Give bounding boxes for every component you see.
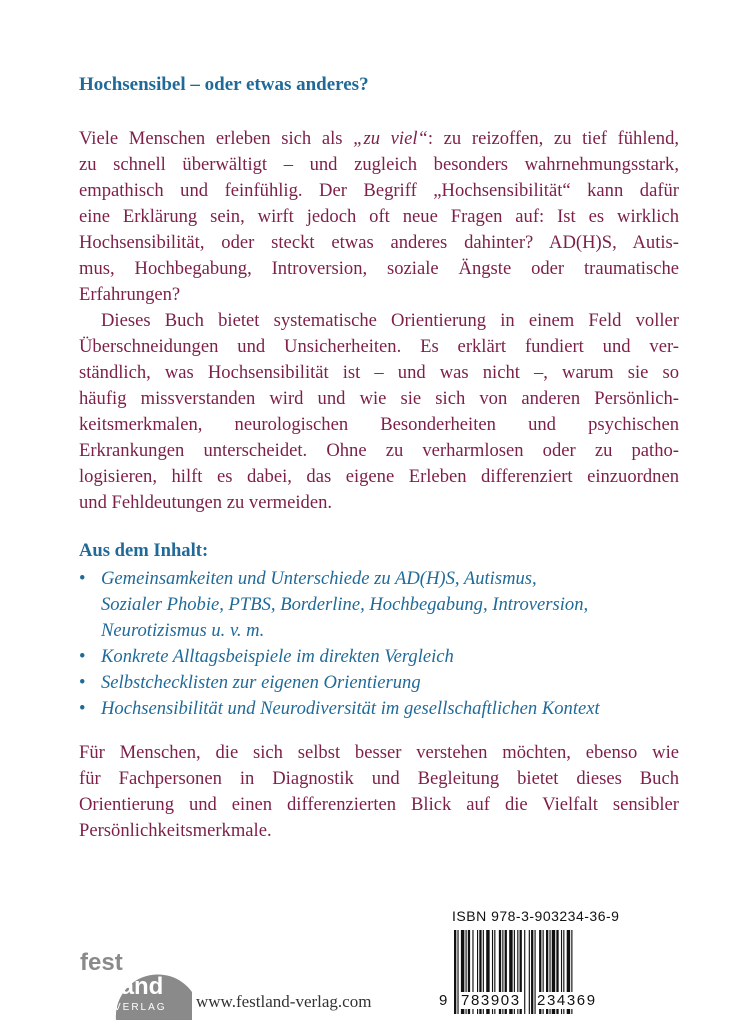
barcode-digit-lead: 9 [439, 992, 449, 1009]
barcode-bar [457, 930, 458, 1014]
barcode-digits-left: 783903 [461, 992, 521, 1009]
logo-word-fest: fest [80, 949, 123, 976]
bullet-icon: • [79, 698, 86, 719]
list-item: • Hochsensibilität und Neurodiversität im gesellschaftlichen Kontext [79, 696, 679, 722]
second-paragraph [79, 308, 679, 516]
paragraph-line: Persönlichkeitsmerkmale. [79, 820, 272, 841]
barcode-bar [529, 930, 530, 1014]
paragraph-line: Dieses Buch bietet systematische Orientierung in einem Feld voller [101, 310, 679, 331]
paragraph-line: Überschneidungen und Unsicherheiten. Es erklärt fundiert und ver- [79, 336, 679, 357]
isbn-label: ISBN 978-3-903234-36-9 [452, 908, 620, 924]
content-list [79, 566, 679, 722]
heading: Hochsensibel – oder etwas anderes? [79, 74, 369, 95]
logo-word-verlag: VERLAG [114, 1002, 167, 1013]
intro-line: Viele Menschen erleben sich als „zu viel“: zu reizoffen, zu tief fühlend, [79, 128, 680, 149]
logo-word-land: land [114, 973, 164, 1000]
barcode-bar [524, 930, 525, 1014]
list-item: • Selbstchecklisten zur eigenen Orientierung [79, 670, 679, 696]
intro-paragraph [79, 126, 679, 308]
website-url: www.festland-verlag.com [196, 992, 372, 1011]
barcode-digits-right: 234369 [537, 992, 597, 1009]
intro-line: eine Erklärung sein, wirft jedoch oft neue Fragen auf: Ist es wirklich [79, 206, 679, 227]
intro-line: Erfahrungen? [79, 284, 181, 305]
paragraph-line: Für Menschen, die sich selbst besser verstehen möchten, ebenso wie [79, 742, 679, 763]
paragraph-line: ständlich, was Hochsensibilität ist – und was nicht –, warum sie so [79, 362, 679, 383]
barcode-bar [454, 930, 456, 1014]
content-title: Aus dem Inhalt: [79, 540, 209, 561]
bullet-icon: • [79, 672, 86, 693]
closing-paragraph [79, 740, 679, 844]
emphasis: „zu viel“ [353, 128, 428, 149]
list-item: • Gemeinsamkeiten und Unterschiede zu AD(H)S, Autismus, Sozialer Phobie, PTBS, Borderline, Hochbegabung, Introversion, Neurotizismus u. v. m. [79, 568, 589, 641]
paragraph-line: Orientierung und einen differenzierten Blick auf die Vielfalt sensibler [79, 794, 679, 815]
list-item: • Konkrete Alltagsbeispiele im direkten Vergleich [79, 644, 679, 670]
intro-line: mus, Hochbegabung, Introversion, soziale Ängste oder traumatische [79, 258, 679, 279]
paragraph-line: keitsmerkmalen, neurologischen Besonderheiten und psychischen [79, 414, 679, 435]
intro-line: Hochsensibilität, oder steckt etwas anderes dahinter? AD(H)S, Autis- [79, 232, 679, 253]
paragraph-line: logisieren, hilft es dabei, das eigene Erleben differenziert einzuordnen [79, 466, 679, 487]
intro-line: zu schnell überwältigt – und zugleich besonders wahrnehmungsstark, [79, 154, 679, 175]
paragraph-line: häufig missverstanden wird und wie sie sich von anderen Persönlich- [79, 388, 679, 409]
bullet-icon: • [79, 646, 86, 667]
paragraph-line: und Fehldeutungen zu vermeiden. [79, 492, 333, 513]
bullet-icon: • [79, 568, 86, 589]
festland-logo [80, 948, 192, 1020]
barcode-bar [531, 930, 533, 1014]
paragraph-line: Erkrankungen unterscheidet. Ohne zu verharmlosen oder zu patho- [79, 440, 679, 461]
intro-line: empathisch und feinfühlig. Der Begriff „Hochsensibilität“ kann dafür [79, 180, 679, 201]
paragraph-line: für Fachpersonen in Diagnostik und Begleitung bietet dieses Buch [79, 768, 679, 789]
